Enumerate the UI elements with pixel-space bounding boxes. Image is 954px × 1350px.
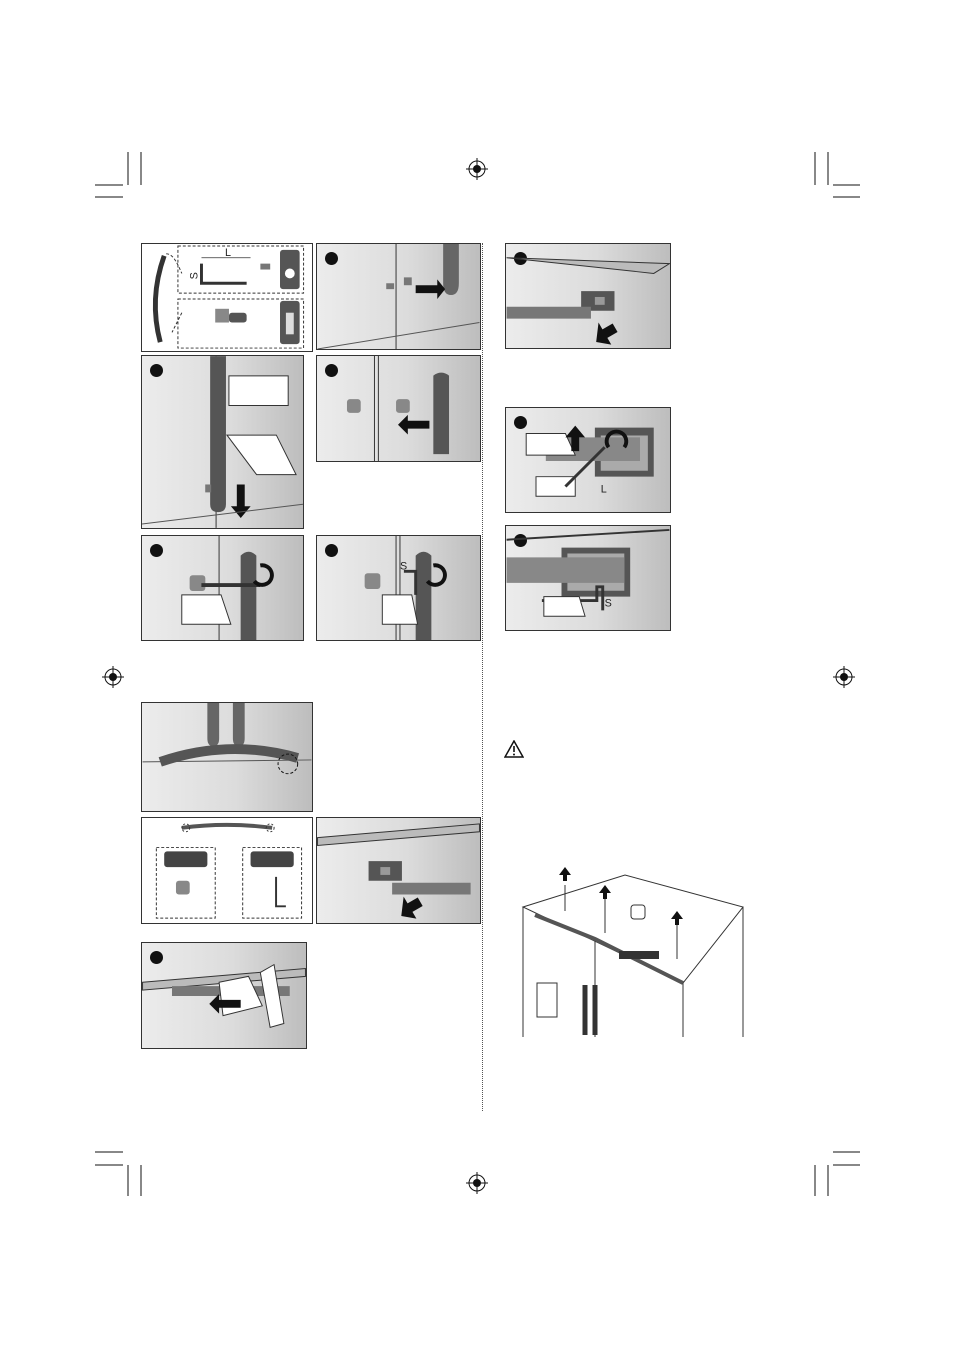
up-arrow-icon — [559, 867, 571, 881]
panel-step-bolt-insert — [316, 243, 481, 350]
panel-right-door-bolt — [505, 243, 671, 349]
up-arrow-icon — [599, 885, 611, 899]
left-arrow-icon — [398, 415, 429, 435]
registration-mark-icon — [833, 666, 855, 688]
warning-triangle-icon — [504, 740, 524, 758]
fridge-top-diagram — [515, 855, 745, 1040]
label-s: S — [604, 597, 612, 610]
panel-parts-overview — [141, 243, 313, 352]
registration-mark-icon — [102, 666, 124, 688]
up-arrow-icon — [671, 911, 683, 925]
panel-step-tighten-l — [141, 535, 304, 641]
panel-drawer-parts — [141, 817, 313, 924]
rotate-arrow-icon — [254, 565, 272, 585]
up-arrow-icon — [393, 891, 426, 923]
panel-right-handle-l — [505, 407, 671, 513]
label-s: S — [399, 560, 408, 573]
panel-right-handle-s — [505, 525, 671, 631]
panel-step-bolt-second — [316, 355, 481, 462]
panel-drawer-handle — [141, 702, 313, 812]
registration-mark-icon — [466, 158, 488, 180]
panel-drawer-bolt — [316, 817, 481, 924]
label-s: S — [188, 272, 201, 280]
panel-step-pull-handle — [141, 355, 304, 529]
panel-step-tighten-s — [316, 535, 481, 641]
label-l: L — [600, 483, 607, 496]
left-arrow-icon — [416, 279, 445, 299]
registration-mark-icon — [466, 1172, 488, 1194]
panel-drawer-pull — [141, 942, 307, 1049]
column-divider — [482, 243, 483, 1111]
label-l: L — [225, 246, 232, 259]
up-arrow-icon — [588, 317, 621, 348]
